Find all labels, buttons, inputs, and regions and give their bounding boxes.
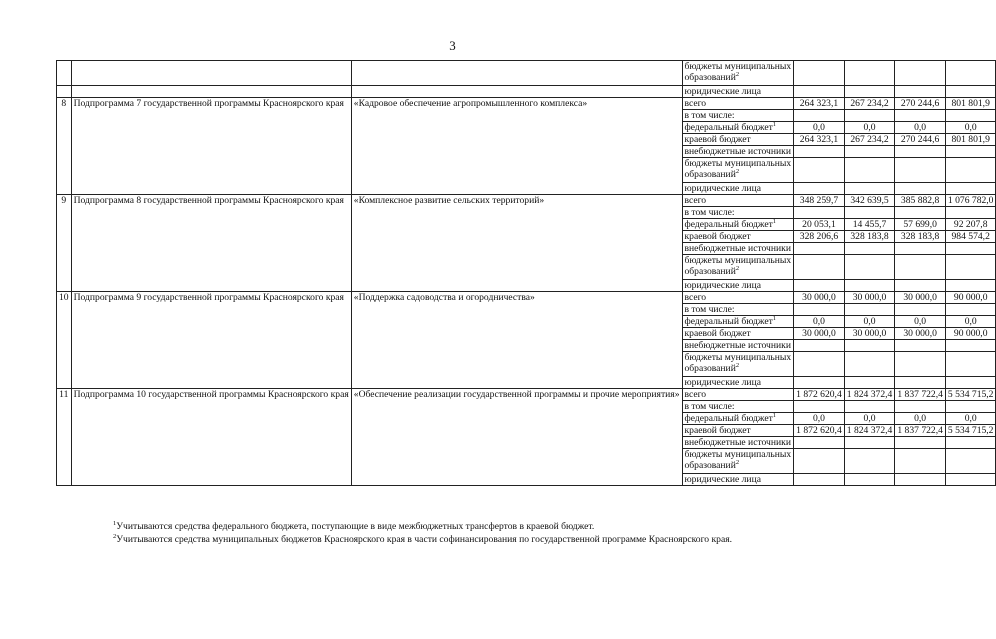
value-cell [844, 243, 895, 255]
value-cell [945, 183, 996, 195]
value-cell: 385 882,8 [895, 195, 946, 207]
num-cell [57, 61, 72, 86]
value-cell [794, 304, 845, 316]
label-cell: бюджеты муниципальных образований$^2$ [682, 352, 794, 377]
value-cell [844, 255, 895, 280]
page-number: 3 [449, 38, 456, 53]
value-cell [945, 61, 996, 86]
value-cell: 57 699,0 [895, 219, 946, 231]
label-cell: в том числе: [682, 110, 794, 122]
value-cell [844, 110, 895, 122]
table-body [57, 61, 996, 486]
value-cell [945, 86, 996, 98]
value-cell: 5 534 715,2 [945, 389, 996, 401]
value-cell [794, 280, 845, 292]
label-cell: федеральный бюджет$^1$ [682, 413, 794, 425]
value-cell: 342 639,5 [844, 195, 895, 207]
value-cell: 20 053,1 [794, 219, 845, 231]
name-cell: «Обеспечение реализации государственной программы и прочие мероприятия» [351, 389, 682, 486]
value-cell: 1 872 620,4 [794, 425, 845, 437]
name-cell [351, 61, 682, 86]
value-cell [895, 61, 946, 86]
value-cell: 270 244,6 [895, 98, 946, 110]
program-cell [71, 86, 351, 98]
label-cell: юридические лица [682, 280, 794, 292]
footnote-2: $^2$Учитываются средства муниципальных бюджетов Красноярского края в части софинансирования по государственной программе Красноярского края. [113, 532, 733, 545]
value-cell: 984 574,2 [945, 231, 996, 243]
value-cell [895, 243, 946, 255]
row-number: 9 [57, 195, 72, 292]
name-cell: «Кадровое обеспечение агропромышленного комплекса» [351, 98, 682, 195]
program-cell: Подпрограмма 8 государственной программы Красноярского края [71, 195, 351, 292]
value-cell [794, 158, 845, 183]
value-cell: 90 000,0 [945, 292, 996, 304]
label-cell: федеральный бюджет$^1$ [682, 316, 794, 328]
table-row [57, 86, 996, 98]
value-cell [945, 255, 996, 280]
value-cell [895, 401, 946, 413]
value-cell [895, 352, 946, 377]
table-row [57, 389, 996, 401]
name-cell [351, 86, 682, 98]
value-cell [945, 340, 996, 352]
value-cell: 0,0 [794, 122, 845, 134]
program-cell: Подпрограмма 9 государственной программы Красноярского края [71, 292, 351, 389]
name-cell: «Поддержка садоводства и огородничества» [351, 292, 682, 389]
value-cell [945, 437, 996, 449]
value-cell [794, 255, 845, 280]
value-cell [794, 401, 845, 413]
value-cell: 0,0 [945, 122, 996, 134]
value-cell: 30 000,0 [794, 328, 845, 340]
value-cell [895, 280, 946, 292]
value-cell [794, 207, 845, 219]
value-cell: 0,0 [794, 316, 845, 328]
value-cell [895, 183, 946, 195]
budget-table [56, 60, 996, 486]
value-cell: 1 824 372,4 [844, 425, 895, 437]
program-cell [71, 61, 351, 86]
program-cell: Подпрограмма 7 государственной программы Красноярского края [71, 98, 351, 195]
label-cell: всего [682, 292, 794, 304]
value-cell [844, 449, 895, 474]
value-cell [895, 377, 946, 389]
value-cell [945, 243, 996, 255]
value-cell: 328 206,6 [794, 231, 845, 243]
value-cell [945, 158, 996, 183]
value-cell: 1 837 722,4 [895, 389, 946, 401]
table-row [57, 292, 996, 304]
value-cell: 1 837 722,4 [895, 425, 946, 437]
value-cell [895, 474, 946, 486]
value-cell: 1 824 372,4 [844, 389, 895, 401]
value-cell [794, 183, 845, 195]
label-cell: краевой бюджет [682, 231, 794, 243]
value-cell [844, 146, 895, 158]
value-cell: 30 000,0 [794, 292, 845, 304]
table-row [57, 61, 996, 86]
value-cell: 348 259,7 [794, 195, 845, 207]
value-cell [844, 280, 895, 292]
value-cell [794, 243, 845, 255]
label-cell: внебюджетные источники [682, 243, 794, 255]
footnote-1: $^1$Учитываются средства федерального бюджета, поступающие в виде межбюджетных трансфертов в краевой бюджет. [113, 519, 595, 532]
label-cell: юридические лица [682, 183, 794, 195]
value-cell: 5 534 715,2 [945, 425, 996, 437]
value-cell: 0,0 [844, 413, 895, 425]
label-cell: внебюджетные источники [682, 437, 794, 449]
name-cell: «Комплексное развитие сельских территорий» [351, 195, 682, 292]
value-cell: 0,0 [945, 413, 996, 425]
value-cell [945, 449, 996, 474]
value-cell: 801 801,9 [945, 134, 996, 146]
table-row [57, 195, 996, 207]
value-cell: 0,0 [895, 122, 946, 134]
program-cell: Подпрограмма 10 государственной программы Красноярского края [71, 389, 351, 486]
value-cell: 270 244,6 [895, 134, 946, 146]
value-cell [794, 377, 845, 389]
value-cell [844, 158, 895, 183]
value-cell [945, 110, 996, 122]
label-cell: внебюджетные источники [682, 340, 794, 352]
label-cell: бюджеты муниципальных образований$^2$ [682, 61, 794, 86]
value-cell [945, 304, 996, 316]
value-cell: 30 000,0 [895, 292, 946, 304]
value-cell: 0,0 [895, 316, 946, 328]
row-number: 10 [57, 292, 72, 389]
value-cell [844, 304, 895, 316]
label-cell: юридические лица [682, 474, 794, 486]
value-cell: 30 000,0 [895, 328, 946, 340]
row-number: 11 [57, 389, 72, 486]
label-cell: внебюджетные источники [682, 146, 794, 158]
value-cell [895, 255, 946, 280]
value-cell [844, 437, 895, 449]
label-cell: юридические лица [682, 86, 794, 98]
value-cell [844, 86, 895, 98]
value-cell: 0,0 [844, 122, 895, 134]
value-cell [895, 449, 946, 474]
label-cell: всего [682, 389, 794, 401]
value-cell [895, 86, 946, 98]
label-cell: федеральный бюджет$^1$ [682, 122, 794, 134]
value-cell [895, 110, 946, 122]
label-cell: краевой бюджет [682, 328, 794, 340]
value-cell: 30 000,0 [844, 292, 895, 304]
value-cell: 0,0 [794, 413, 845, 425]
value-cell [844, 340, 895, 352]
value-cell: 90 000,0 [945, 328, 996, 340]
value-cell [794, 86, 845, 98]
row-number: 8 [57, 98, 72, 195]
value-cell [945, 474, 996, 486]
value-cell [794, 449, 845, 474]
label-cell: краевой бюджет [682, 425, 794, 437]
value-cell [895, 304, 946, 316]
value-cell [895, 340, 946, 352]
label-cell: в том числе: [682, 207, 794, 219]
value-cell [844, 377, 895, 389]
value-cell [895, 158, 946, 183]
label-cell: бюджеты муниципальных образований$^2$ [682, 449, 794, 474]
label-cell: федеральный бюджет$^1$ [682, 219, 794, 231]
value-cell: 92 207,8 [945, 219, 996, 231]
footnotes [113, 520, 732, 546]
value-cell [895, 437, 946, 449]
label-cell: юридические лица [682, 377, 794, 389]
value-cell [945, 401, 996, 413]
value-cell [895, 207, 946, 219]
label-cell: бюджеты муниципальных образований$^2$ [682, 158, 794, 183]
value-cell: 801 801,9 [945, 98, 996, 110]
value-cell: 328 183,8 [895, 231, 946, 243]
value-cell [844, 352, 895, 377]
value-cell: 30 000,0 [844, 328, 895, 340]
value-cell [794, 61, 845, 86]
num-cell [57, 86, 72, 98]
value-cell [945, 377, 996, 389]
table-row [57, 98, 996, 110]
value-cell: 264 323,1 [794, 134, 845, 146]
label-cell: всего [682, 195, 794, 207]
value-cell: 328 183,8 [844, 231, 895, 243]
value-cell: 14 455,7 [844, 219, 895, 231]
value-cell: 267 234,2 [844, 98, 895, 110]
label-cell: в том числе: [682, 304, 794, 316]
value-cell [794, 110, 845, 122]
value-cell [844, 401, 895, 413]
value-cell [794, 352, 845, 377]
value-cell: 1 076 782,0 [945, 195, 996, 207]
label-cell: всего [682, 98, 794, 110]
value-cell: 0,0 [945, 316, 996, 328]
label-cell: бюджеты муниципальных образований$^2$ [682, 255, 794, 280]
value-cell [794, 437, 845, 449]
value-cell: 267 234,2 [844, 134, 895, 146]
value-cell [844, 474, 895, 486]
value-cell [794, 146, 845, 158]
label-cell: краевой бюджет [682, 134, 794, 146]
value-cell: 0,0 [895, 413, 946, 425]
value-cell [895, 146, 946, 158]
value-cell: 1 872 620,4 [794, 389, 845, 401]
value-cell: 0,0 [844, 316, 895, 328]
value-cell [945, 280, 996, 292]
value-cell [844, 61, 895, 86]
value-cell [844, 183, 895, 195]
value-cell [794, 340, 845, 352]
label-cell: в том числе: [682, 401, 794, 413]
value-cell [945, 352, 996, 377]
value-cell: 264 323,1 [794, 98, 845, 110]
value-cell [945, 207, 996, 219]
value-cell [844, 207, 895, 219]
value-cell [794, 474, 845, 486]
value-cell [945, 146, 996, 158]
